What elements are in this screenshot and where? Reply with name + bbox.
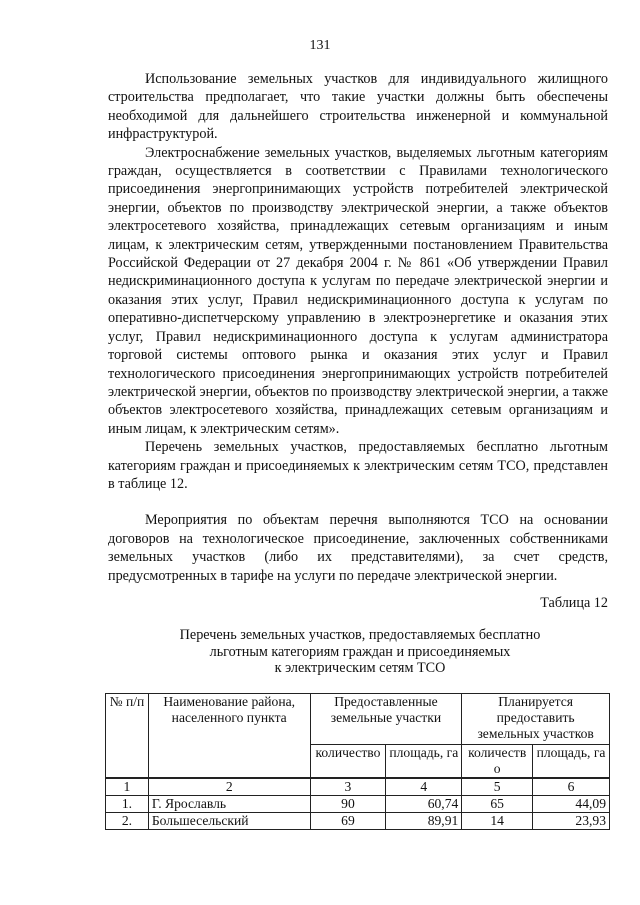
column-number: 3 [310, 778, 386, 796]
table-row [106, 813, 610, 830]
column-number: 6 [533, 778, 610, 796]
row-provided-area: 60,74 [386, 796, 462, 813]
column-number: 2 [148, 778, 310, 796]
body-text [108, 70, 608, 585]
row-num: 2. [106, 813, 149, 830]
row-provided-count: 69 [310, 813, 386, 830]
table-row [106, 796, 610, 813]
row-name: Большесельский [148, 813, 310, 830]
header-provided-area: площадь, га [386, 745, 462, 779]
column-number: 5 [462, 778, 533, 796]
table-caption: Таблица 12 [540, 595, 608, 611]
row-planned-count: 65 [462, 796, 533, 813]
table-title-line: к электрическим сетям ТСО [274, 660, 446, 677]
land-plots-table [105, 693, 610, 830]
column-number: 1 [106, 778, 149, 796]
table-title-line: Перечень земельных участков, предоставляемых бесплатно [179, 627, 541, 643]
header-name: Наименование района, населенного пункта [148, 694, 310, 779]
row-num: 1. [106, 796, 149, 813]
row-planned-area: 44,09 [533, 796, 610, 813]
table-title [120, 627, 600, 677]
row-name: Г. Ярославль [148, 796, 310, 813]
paragraph: Использование земельных участков для индивидуального жилищного строительства предполагает, что такие участки должны быть обеспечены необходимой для дальнейшего строительства инженерной и коммунальной инфраструктурой. [108, 71, 608, 143]
header-provided: Предоставленные земельные участки [310, 694, 462, 745]
row-planned-area: 23,93 [533, 813, 610, 830]
paragraph: Электроснабжение земельных участков, выделяемых льготным категориям граждан, осуществляется в соответствии с Правилами технологического присоединения энергопринимающих устройств потребителей электрической энергии, объектов по производству электрической энергии, а также объектов электросетевого хозяйства, принадлежащих сетевым организациям и иным лицам, к электрическим сетям, утвержденными постановлением Правительства Российской Федерации от 27 декабря 2004 г. № 861 «Об утверждении Правил недискриминационного доступа к услугам по передаче электрической энергии и оказания этих услуг, Правил недискриминационного доступа к услугам по оперативно-диспетчерскому управлению в электроэнергетике и оказания этих услуг, Правил недискриминационного доступа к услугам администратора торговой системы оптового рынка и оказания этих услуг и Правил технологического присоединения энергопринимающих устройств потребителей электрической энергии, объектов по производству электрической энергии, а также объектов электросетевого хозяйства, принадлежащих сетевым организациям и иным лицам, к электрическим сетям». [108, 144, 608, 437]
header-planned-count: количество [462, 745, 533, 779]
header-num: № п/п [106, 694, 149, 779]
column-number: 4 [386, 778, 462, 796]
paragraph: Мероприятия по объектам перечня выполняются ТСО на основании договоров на технологическое присоединение, заключенных собственниками земельных участков (либо их представителями), за счет средств, предусмотренных в тарифе на услуги по передаче электрической энергии. [108, 512, 608, 584]
header-planned-area: площадь, га [533, 745, 610, 779]
row-planned-count: 14 [462, 813, 533, 830]
row-provided-area: 89,91 [386, 813, 462, 830]
page-number: 131 [309, 38, 331, 53]
table-header-row [106, 694, 610, 745]
header-planned: Планируется предоставить земельных участков [462, 694, 610, 745]
header-provided-count: количество [310, 745, 386, 779]
paragraph: Перечень земельных участков, предоставляемых бесплатно льготным категориям граждан и присоединяемых к электрическим сетям ТСО, представлен в таблице 12. [108, 439, 608, 492]
row-provided-count: 90 [310, 796, 386, 813]
column-number-row [106, 778, 610, 796]
table-title-line: льготным категориям граждан и присоединяемых [209, 643, 511, 660]
